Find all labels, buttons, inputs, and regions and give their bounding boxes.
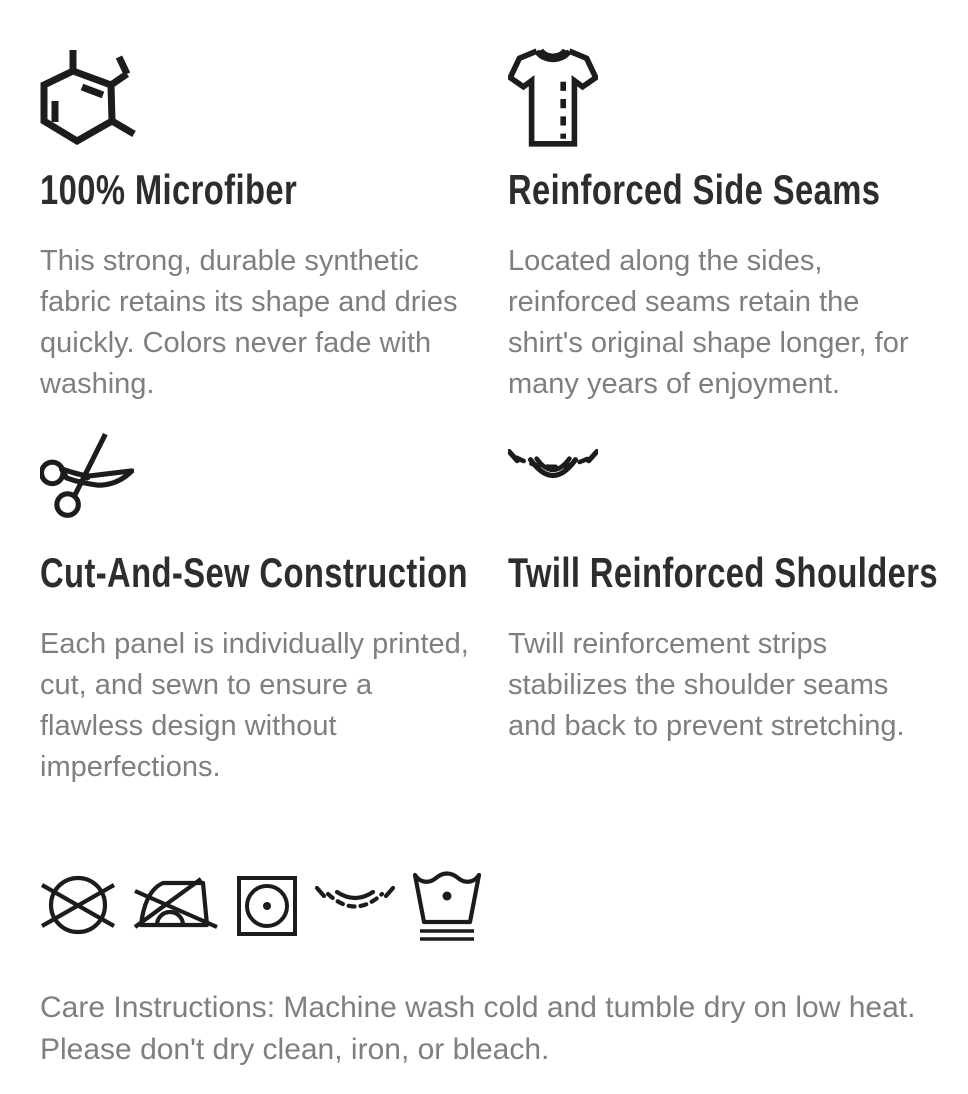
shoulder-seams-icon bbox=[508, 448, 598, 502]
collar-seam-icon bbox=[315, 883, 395, 929]
feature-title: 100% Microfiber bbox=[40, 166, 298, 213]
tumble-dry-low-icon bbox=[236, 875, 298, 937]
feature-description: Located along the sides, reinforced seams retain the shirt's original shape longer, for many years of enjoyment. bbox=[508, 245, 909, 400]
do-not-iron-icon bbox=[133, 877, 219, 935]
features-grid bbox=[0, 45, 968, 815]
microfiber-molecule-icon bbox=[40, 45, 140, 145]
machine-wash-cold-icon bbox=[412, 870, 482, 942]
feature-description: This strong, durable synthetic fabric retains its shape and dries quickly. Colors never fade with washing. bbox=[40, 245, 458, 400]
feature-card-cut-and-sew bbox=[40, 432, 478, 788]
feature-description: Twill reinforcement strips stabilizes the shoulder seams and back to prevent stretching. bbox=[508, 628, 905, 742]
feature-title: Cut-And-Sew Construction bbox=[40, 549, 468, 596]
tshirt-side-seams-icon bbox=[508, 45, 598, 151]
feature-title: Reinforced Side Seams bbox=[508, 166, 881, 213]
feature-description: Each panel is individually printed, cut, and sewn to ensure a flawless design without imperfections. bbox=[40, 628, 469, 783]
feature-title: Twill Reinforced Shoulders bbox=[508, 549, 939, 596]
feature-card-shoulders bbox=[508, 432, 939, 788]
care-icons-row bbox=[0, 870, 968, 942]
do-not-dry-clean-icon bbox=[40, 873, 116, 939]
feature-card-microfiber bbox=[40, 45, 478, 405]
scissors-icon bbox=[40, 432, 134, 522]
feature-card-side-seams bbox=[508, 45, 928, 405]
care-instructions-text: Care Instructions: Machine wash cold and tumble dry on low heat. Please don't dry clean, iron, or bleach. bbox=[40, 991, 916, 1066]
